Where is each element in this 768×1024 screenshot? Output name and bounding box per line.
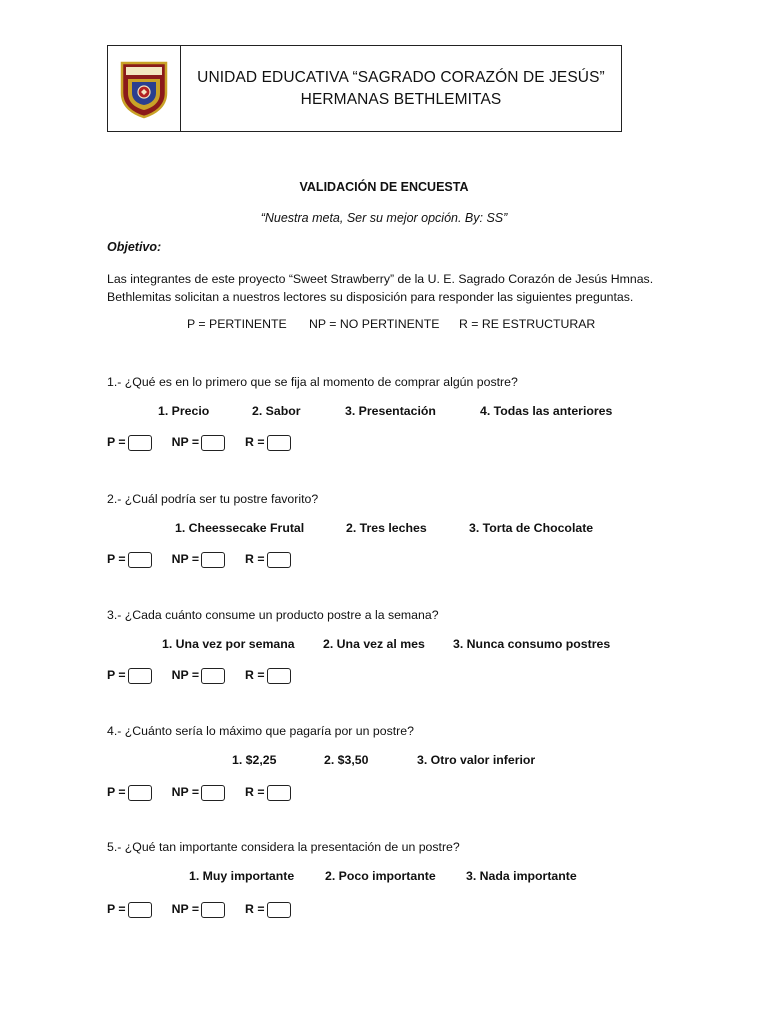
- q1-checkbox-p[interactable]: [128, 435, 152, 451]
- q5-option-2: 2. Poco importante: [325, 869, 436, 883]
- legend-pertinente: P = PERTINENTE: [187, 317, 287, 331]
- q3-checkbox-np[interactable]: [201, 668, 225, 684]
- motto: “Nuestra meta, Ser su mejor opción. By: SS”: [260, 211, 508, 225]
- q5-checkbox-r[interactable]: [267, 902, 291, 918]
- q5-mark-r: R =: [245, 899, 290, 918]
- q5-mark-np: NP =: [172, 899, 225, 918]
- q1-rating-row: [107, 432, 311, 451]
- q2-mark-p: P =: [107, 549, 152, 568]
- legend-no-pertinente: NP = NO PERTINENTE: [309, 317, 440, 331]
- q2-option-2: 2. Tres leches: [346, 521, 427, 535]
- q1-mark-np: NP =: [172, 432, 225, 451]
- q2-mark-np: NP =: [172, 549, 225, 568]
- q1-option-1: 1. Precio: [158, 404, 210, 418]
- q2-checkbox-p[interactable]: [128, 552, 152, 568]
- q5-option-1: 1. Muy importante: [189, 869, 295, 883]
- q3-mark-p: P =: [107, 665, 152, 684]
- q1-mark-p: P =: [107, 432, 152, 451]
- q4-checkbox-r[interactable]: [267, 785, 291, 801]
- q3-option-2: 2. Una vez al mes: [323, 637, 425, 651]
- document-title: VALIDACIÓN DE ENCUESTA: [299, 180, 469, 194]
- question-4: 4.- ¿Cuánto sería lo máximo que pagaría por un postre?: [107, 724, 414, 738]
- school-header: [107, 45, 622, 132]
- q3-checkbox-p[interactable]: [128, 668, 152, 684]
- objective-label: Objetivo:: [107, 240, 162, 254]
- q1-checkbox-np[interactable]: [201, 435, 225, 451]
- q3-option-1: 1. Una vez por semana: [162, 637, 295, 651]
- q5-checkbox-np[interactable]: [201, 902, 225, 918]
- q1-option-4: 4. Todas las anteriores: [480, 404, 613, 418]
- q4-option-3: 3. Otro valor inferior: [417, 753, 536, 767]
- q4-option-1: 1. $2,25: [232, 753, 277, 767]
- q1-option-2: 2. Sabor: [252, 404, 301, 418]
- intro-paragraph: Las integrantes de este proyecto “Sweet Strawberry” de la U. E. Sagrado Corazón de Jesús Hmnas. Bethlemitas solicitan a nuestros lectores su disposición para responder las siguientes preguntas.: [107, 272, 654, 304]
- q1-option-3: 3. Presentación: [345, 404, 436, 418]
- q3-mark-np: NP =: [172, 665, 225, 684]
- q5-mark-p: P =: [107, 899, 152, 918]
- logo-cell: [108, 46, 181, 131]
- question-2: 2.- ¿Cuál podría ser tu postre favorito?: [107, 492, 319, 506]
- q2-rating-row: [107, 549, 311, 568]
- q4-rating-row: [107, 782, 311, 801]
- q2-option-3: 3. Torta de Chocolate: [469, 521, 594, 535]
- q5-checkbox-p[interactable]: [128, 902, 152, 918]
- school-crest-icon: [118, 59, 170, 119]
- question-3: 3.- ¿Cada cuánto consume un producto postre a la semana?: [107, 608, 439, 622]
- school-subtitle: HERMANAS BETHLEMITAS: [300, 90, 502, 108]
- q5-rating-row: [107, 899, 311, 918]
- q4-option-2: 2. $3,50: [324, 753, 369, 767]
- q2-mark-r: R =: [245, 549, 290, 568]
- q2-checkbox-r[interactable]: [267, 552, 291, 568]
- q4-mark-r: R =: [245, 782, 290, 801]
- q2-option-1: 1. Cheessecake Frutal: [175, 521, 305, 535]
- legend-re-estructurar: R = RE ESTRUCTURAR: [459, 317, 596, 331]
- question-5: 5.- ¿Qué tan importante considera la presentación de un postre?: [107, 840, 460, 854]
- school-name: UNIDAD EDUCATIVA “SAGRADO CORAZÓN DE JESÚS”: [197, 68, 605, 86]
- q4-mark-np: NP =: [172, 782, 225, 801]
- q4-checkbox-p[interactable]: [128, 785, 152, 801]
- q3-checkbox-r[interactable]: [267, 668, 291, 684]
- q4-mark-p: P =: [107, 782, 152, 801]
- q2-checkbox-np[interactable]: [201, 552, 225, 568]
- q4-checkbox-np[interactable]: [201, 785, 225, 801]
- q1-mark-r: R =: [245, 432, 290, 451]
- q3-option-3: 3. Nunca consumo postres: [453, 637, 611, 651]
- question-1: 1.- ¿Qué es en lo primero que se fija al momento de comprar algún postre?: [107, 375, 518, 389]
- q1-checkbox-r[interactable]: [267, 435, 291, 451]
- q3-rating-row: [107, 665, 311, 684]
- school-title: [181, 46, 621, 131]
- q3-mark-r: R =: [245, 665, 290, 684]
- q5-option-3: 3. Nada importante: [466, 869, 577, 883]
